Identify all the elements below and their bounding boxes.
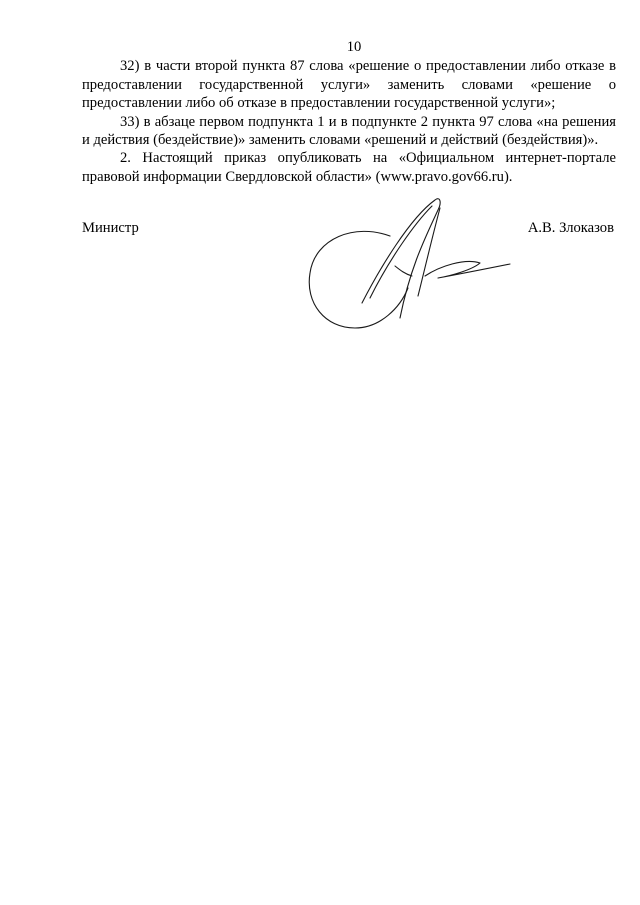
signatory-title: Министр [82, 220, 139, 236]
paragraph-publication-order: 2. Настоящий приказ опубликовать на «Официальном интернет-портале правовой информации Свердловской области» (www.pravo.gov66.ru). [82, 150, 616, 185]
paragraph-item-32: 32) в части второй пункта 87 слова «решение о предоставлении либо отказе в предоставлении государственной услуги» заменить словами «решение о предоставлении либо об отказе в предоставлении государственной услуги»; [82, 58, 616, 112]
paragraph-item-33: 33) в абзаце первом подпункта 1 и в подпункте 2 пункта 97 слова «на решения и действия (бездействие)» заменить словами «решений и действий (бездействия)». [82, 113, 616, 149]
document-body [82, 38, 616, 186]
page-number: 10 [346, 39, 362, 55]
handwritten-signature [300, 188, 530, 338]
signatory-name: А.В. Злоказов [527, 220, 614, 236]
